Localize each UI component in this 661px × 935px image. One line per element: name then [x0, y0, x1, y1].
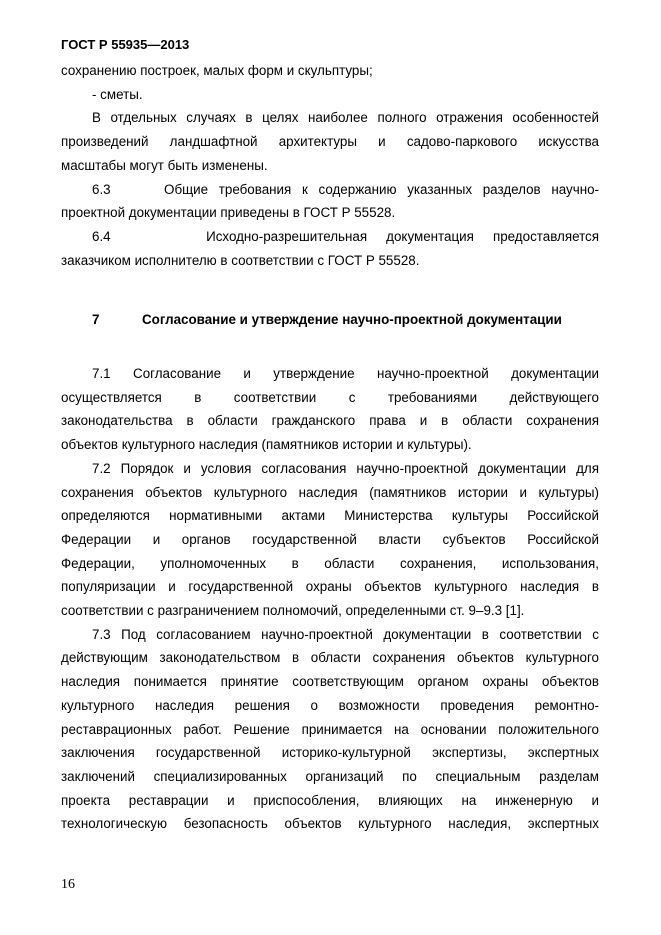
text-line: заказчиком исполнителю в соответствии с ГОСТ Р 55528. — [61, 252, 420, 268]
text-line: 6.3 Общие требования к содержанию указанных разделов научно- — [92, 181, 599, 197]
text-line: 7.2 Порядок и условия согласования научно-проектной документации для — [92, 460, 599, 476]
text-line: наследия понимается принятие соответствующим органом охраны объектов — [61, 674, 599, 690]
text-line: 7.3 Под согласованием научно-проектной документации в соответствии с — [92, 626, 599, 642]
section-number: 7 — [92, 312, 100, 327]
text-line: сохранению построек, малых форм и скульптуры; — [61, 63, 373, 78]
text-line: культурного наследия решения о возможности проведения ремонтно- — [61, 697, 599, 713]
text-line: заключений специализированных организаций по специальным разделам — [61, 768, 599, 784]
page-number: 16 — [61, 877, 75, 892]
text-line: Федерации, уполномоченных в области сохранения, использования, — [61, 555, 599, 571]
text-line: технологическую безопасность объектов культурного наследия, экспертных — [61, 816, 599, 832]
text-line: популяризации и государственной охраны объектов культурного наследия в — [61, 579, 599, 595]
text-line: Федерации и органов государственной власти субъектов Российской — [61, 531, 599, 547]
text-line: объектов культурного наследия (памятников истории и культуры). — [61, 437, 472, 453]
text-line: сохранения объектов культурного наследия (памятников истории и культуры) — [61, 484, 599, 500]
text-line: осуществляется в соответствии с требованиями действующего — [61, 389, 599, 405]
section-body — [61, 362, 599, 836]
text-line: заключения государственной историко-культурной экспертизы, экспертных — [61, 745, 599, 761]
text-line: определяются нормативными актами Министерства культуры Российской — [61, 508, 599, 524]
text-line: проекта реставрации и приспособления, влияющих на инженерную и — [61, 792, 599, 808]
document-header: ГОСТ Р 55935—2013 — [61, 37, 190, 52]
text-line: В отдельных случаях в целях наиболее полного отражения особенностей — [92, 110, 599, 126]
text-line: законодательства в области гражданского права и в области сохранения — [61, 413, 599, 429]
text-line: проектной документации приведены в ГОСТ Р 55528. — [61, 205, 396, 221]
text-line: масштабы могут быть изменены. — [61, 157, 268, 173]
section-title: Согласование и утверждение научно-проектной документации — [142, 312, 562, 327]
text-line: - сметы. — [92, 86, 143, 102]
section-heading — [92, 312, 562, 327]
text-line: реставрационных работ. Решение принимается на основании положительного — [61, 721, 599, 737]
paragraph-list-continuation — [61, 59, 599, 272]
text-line: соответствии с разграничением полномочий, определенными ст. 9–9.3 [1]. — [61, 603, 525, 619]
text-line: действующим законодательством в области сохранения объектов культурного — [61, 650, 599, 666]
text-line: 7.1 Согласование и утверждение научно-проектной документации — [92, 366, 599, 381]
text-line: произведений ландшафтной архитектуры и садово-паркового искусства — [61, 134, 599, 150]
text-line: 6.4 Исходно-разрешительная документация предоставляется — [92, 228, 599, 244]
